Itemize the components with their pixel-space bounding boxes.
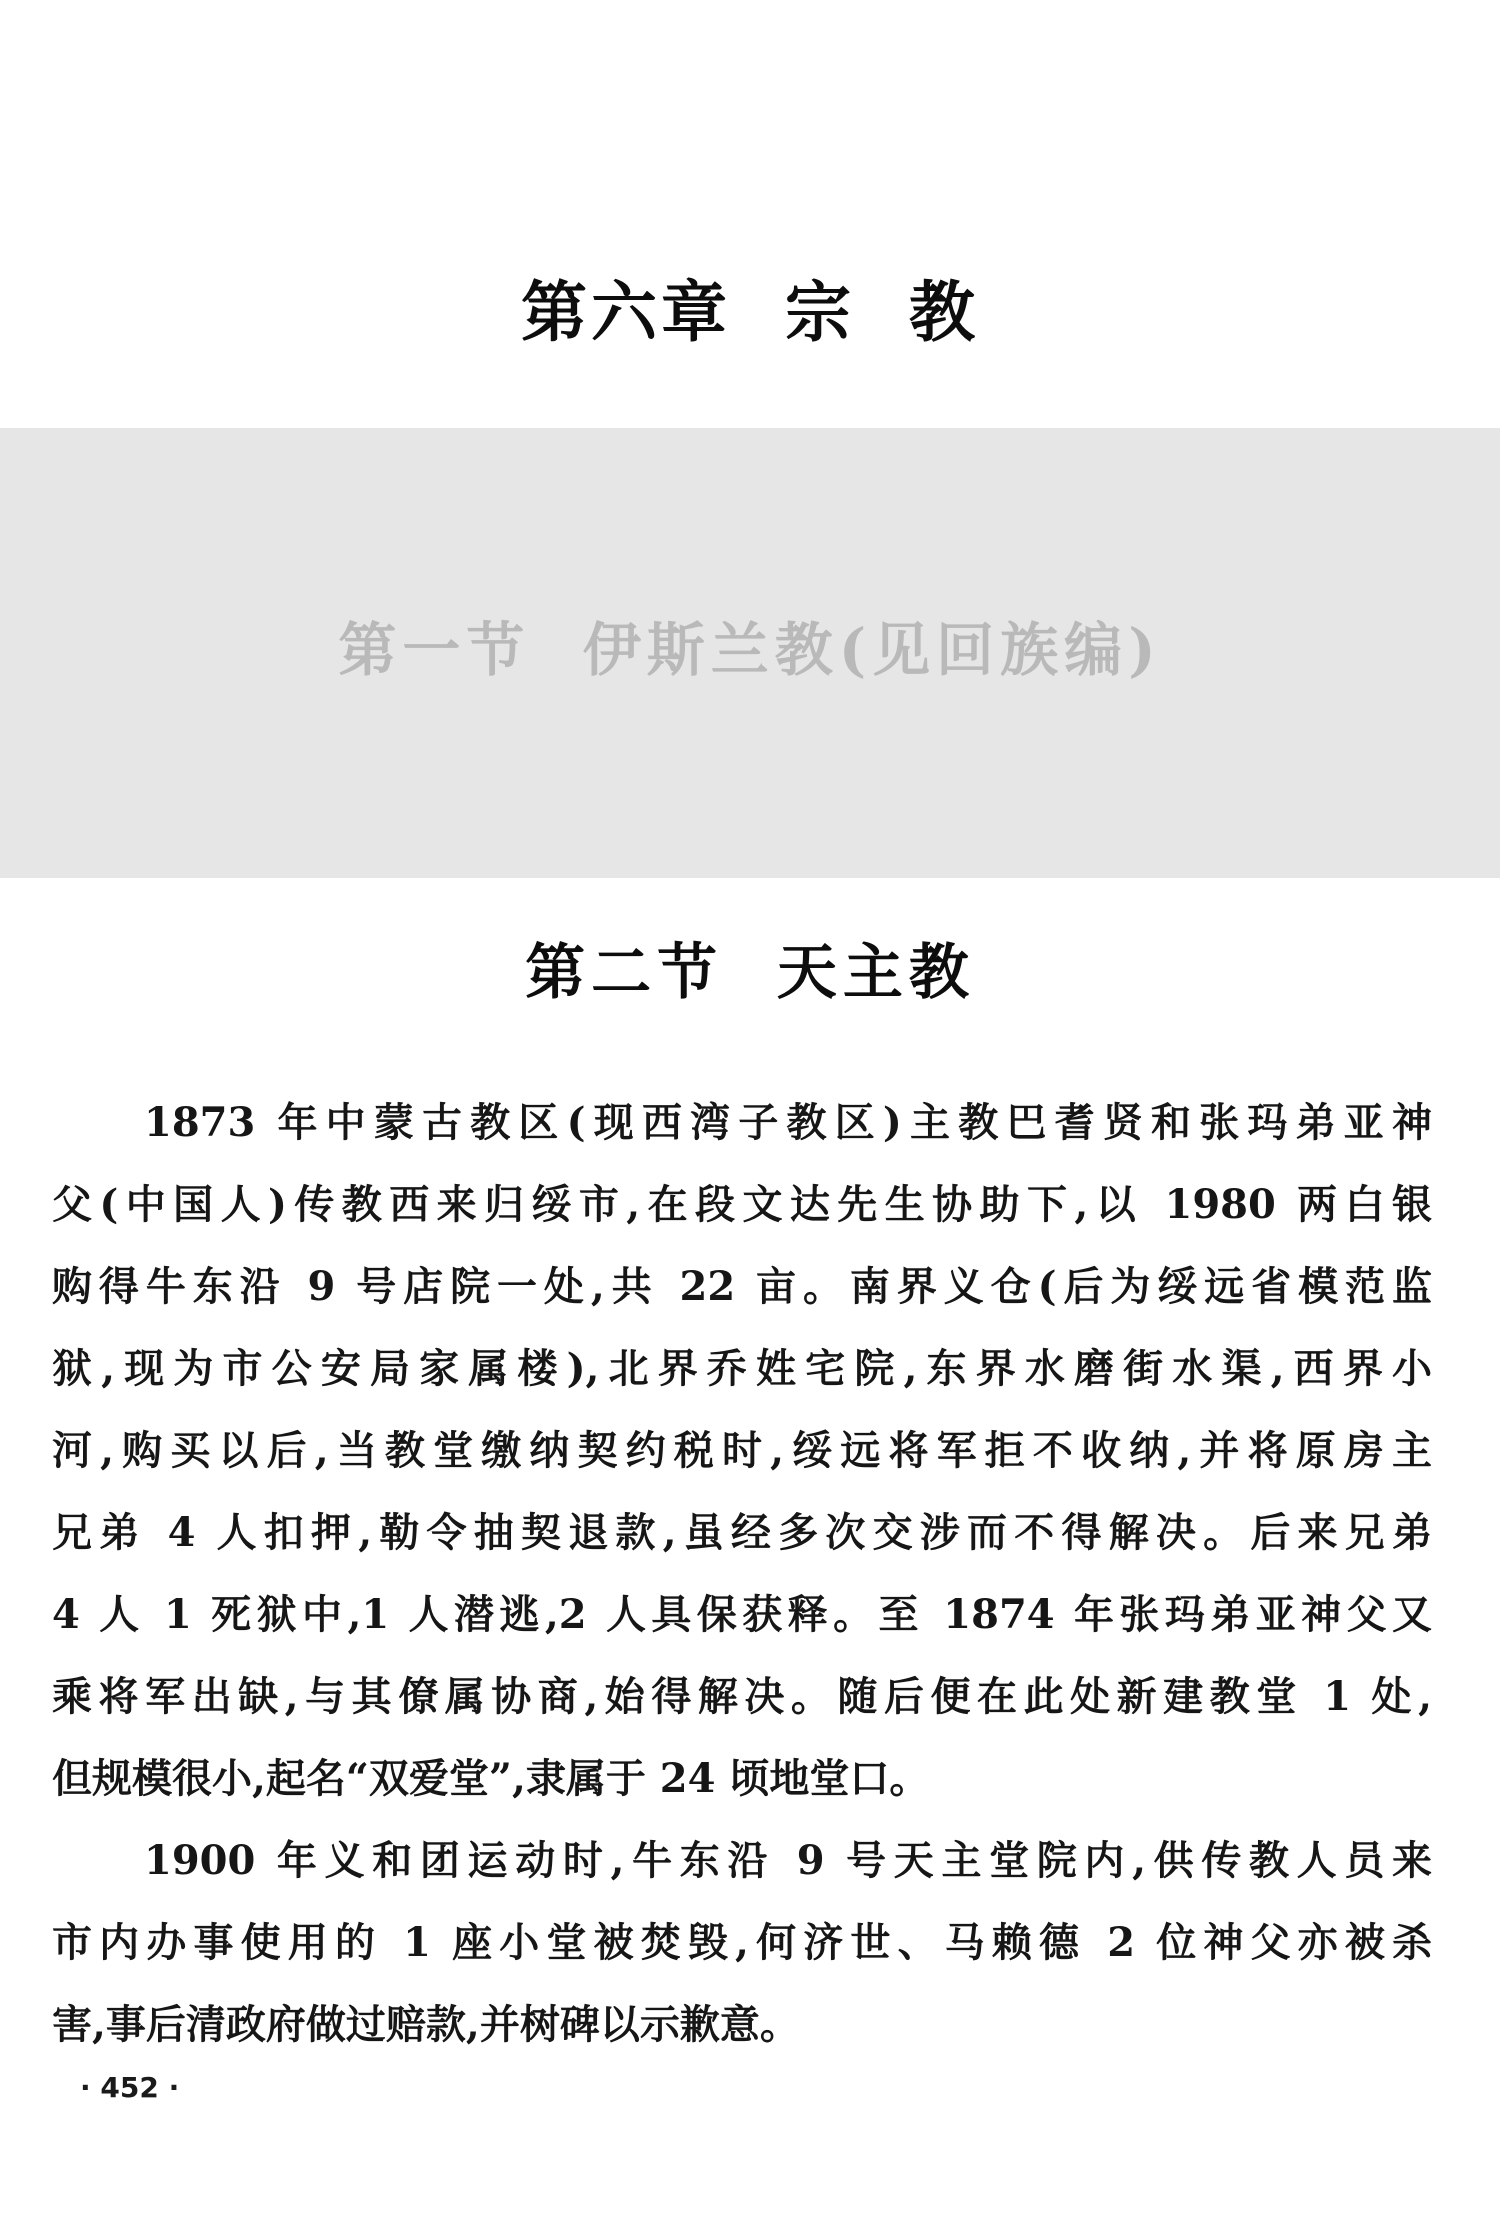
text-line: 1900 年义和团运动时,牛东沿 9 号天主堂院内,供传教人员来: [144, 1837, 1432, 1884]
chapter-title: 第六章 宗 教: [521, 274, 979, 351]
section-2-title: 第二节 天主教: [525, 938, 975, 1008]
page-number: · 452 ·: [80, 2071, 180, 2104]
text-line: 乘将军出缺,与其僚属协商,始得解决。随后便在此处新建教堂 1 处,: [52, 1673, 1432, 1720]
text-line: 河,购买以后,当教堂缴纳契约税时,绥远将军拒不收纳,并将原房主: [52, 1427, 1432, 1474]
text-line: 购得牛东沿 9 号店院一处,共 22 亩。南界义仓(后为绥远省模范监: [52, 1263, 1432, 1310]
text-line: 但规模很小,起名“双爱堂”,隶属于 24 顷地堂口。: [52, 1755, 930, 1802]
paragraph-2: [52, 1820, 1432, 2066]
paragraph-1: [52, 1082, 1432, 1820]
text-line: 狱,现为市公安局家属楼),北界乔姓宅院,东界水磨街水渠,西界小: [52, 1345, 1432, 1392]
text-line: 1873 年中蒙古教区(现西湾子教区)主教巴耆贤和张玛弟亚神: [144, 1099, 1432, 1146]
text-line: 害,事后清政府做过赔款,并树碑以示歉意。: [52, 2001, 800, 2048]
text-line: 兄弟 4 人扣押,勒令抽契退款,虽经多次交涉而不得解决。后来兄弟: [52, 1509, 1432, 1556]
text-line: 父(中国人)传教西来归绥市,在段文达先生协助下,以 1980 两白银: [52, 1181, 1432, 1228]
text-line: 4 人 1 死狱中,1 人潜逃,2 人具保获释。至 1874 年张玛弟亚神父又: [52, 1591, 1432, 1638]
section-2-body: [52, 1082, 1432, 2066]
text-line: 市内办事使用的 1 座小堂被焚毁,何济世、马赖德 2 位神父亦被杀: [52, 1919, 1432, 1966]
section-1-title: 第一节 伊斯兰教(见回族编): [338, 616, 1162, 684]
